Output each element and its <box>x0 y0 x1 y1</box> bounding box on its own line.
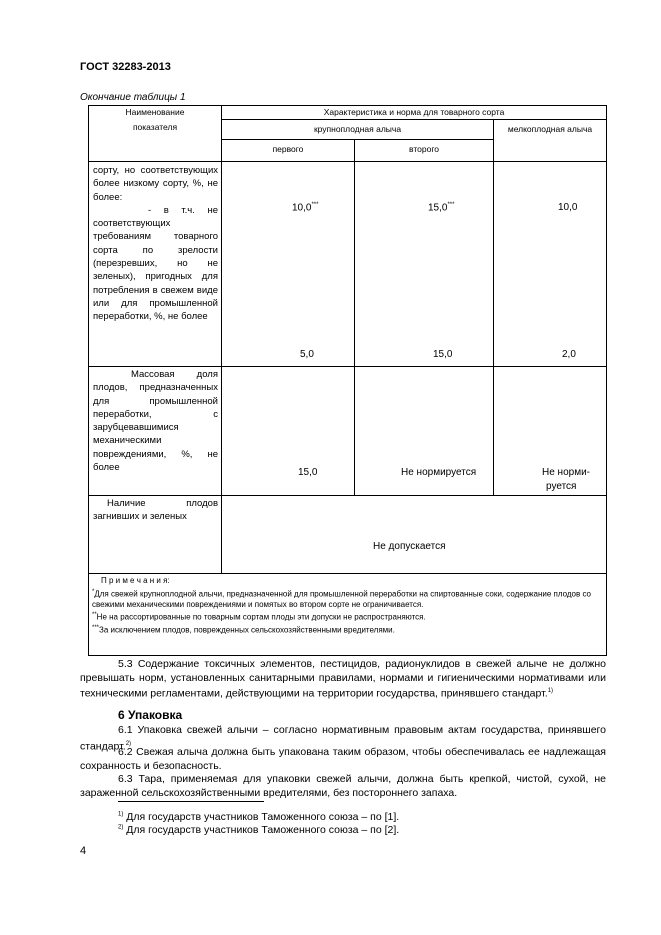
row1-second <box>355 162 494 367</box>
page-number: 4 <box>80 845 87 857</box>
row2-second-value: Не нормируется <box>401 467 477 478</box>
header-second-grade: второго <box>355 140 494 162</box>
header-large-fruit: крупноплодная алыча <box>222 120 494 140</box>
row1-first-value: 10,0*** <box>292 202 319 214</box>
row1-name-part2: - в т.ч. не соответствующих требованиям товарного сорта по зрелости (перезревших, но не зеленых), пригодных для потребления в свежем виде или для промышленной переработки, %, не более <box>93 204 218 323</box>
table-notes <box>89 574 607 656</box>
header-name-line2: показателя <box>132 122 178 132</box>
row1-name-part1: сорту, но соответствующих более низкому сорту, %, не более: <box>93 165 218 203</box>
header-characteristic: Характеристика и норма для товарного сорта <box>222 106 607 120</box>
note-1: *Для свежей крупноплодной алычи, предназначенной для промышленной переработки на спиртованные соки, содержание плодов со свежими механическими повреждениями и помятых во втором сорте не ограничивается. <box>92 588 592 609</box>
header-first-grade: первого <box>222 140 355 162</box>
row1-small <box>494 162 607 367</box>
note-2: **Не на рассортированные по товарным сортам плоды эти допуски не распространяются. <box>92 612 426 622</box>
row1-first <box>222 162 355 367</box>
row1-name <box>89 162 222 367</box>
row2-small-value: Не норми- <box>542 467 590 478</box>
header-name <box>89 106 222 162</box>
row1-small-value: 10,0 <box>558 202 578 213</box>
section-6-heading: 6 Упаковка <box>118 708 183 722</box>
header-small-fruit: мелкоплодная алыча <box>494 120 607 162</box>
row2-small-value2: руется <box>546 481 577 492</box>
note-3: ***За исключением плодов, поврежденных сельскохозяйственными вредителями. <box>92 625 395 635</box>
paragraph-6-1: 6.1 Упаковка свежей алычи – согласно нормативным правовым актам государства, принявшего стандарт.$^{2)}$ <box>80 724 606 752</box>
row3-merged-value: Не допускается <box>373 541 446 552</box>
row2-first <box>222 367 355 496</box>
row1-second-value2: 15,0 <box>433 349 453 360</box>
row2-second <box>355 367 494 496</box>
paragraph-6-2: 6.2 Свежая алыча должна быть упакована таким образом, чтобы обеспечивалась ее надлежащая сохранность и безопасность. <box>80 746 606 772</box>
header-name-line1: Наименование <box>125 107 185 117</box>
row3-merged <box>222 496 607 574</box>
row1-first-value2: 5,0 <box>300 349 314 360</box>
paragraph-5-3: 5.3 Содержание токсичных элементов, пестицидов, радионуклидов в свежей алыче не должно превышать норм, установленных санитарными правилами, нормами и гигиеническими нормативами или техническими регламентами, действующими на территории государства, принявшего стандарт.$^{1)}$ <box>80 658 606 700</box>
footnote-2: $^{2)}$ Для государств участников Таможенного союза – по [2]. <box>118 824 400 836</box>
footnote-separator <box>118 801 264 802</box>
document-code: ГОСТ 32283-2013 <box>80 61 171 73</box>
notes-title: П р и м е ч а н и я: <box>101 576 170 585</box>
row2-name: Массовая доля плодов, предназначенных для промышленной переработки, с зарубцевавшимися механическими повреждениями, %, не более <box>89 367 222 496</box>
row2-first-value: 15,0 <box>298 467 318 478</box>
row2-small <box>494 367 607 496</box>
table-caption: Окончание таблицы 1 <box>80 92 186 103</box>
footnote-1: $^{1)}$ Для государств участников Таможенного союза – по [1]. <box>118 811 400 823</box>
paragraph-6-3: 6.3 Тара, применяемая для упаковки свежей алычи, должна быть крепкой, чистой, сухой, не зараженной сельскохозяйственными вредителями, без постороннего запаха. <box>80 773 606 799</box>
row1-small-value2: 2,0 <box>562 349 576 360</box>
quality-table <box>88 105 607 656</box>
row1-second-value: 15,0*** <box>428 202 455 214</box>
row3-name: Наличие плодов загнивших и зеленых <box>89 496 222 574</box>
